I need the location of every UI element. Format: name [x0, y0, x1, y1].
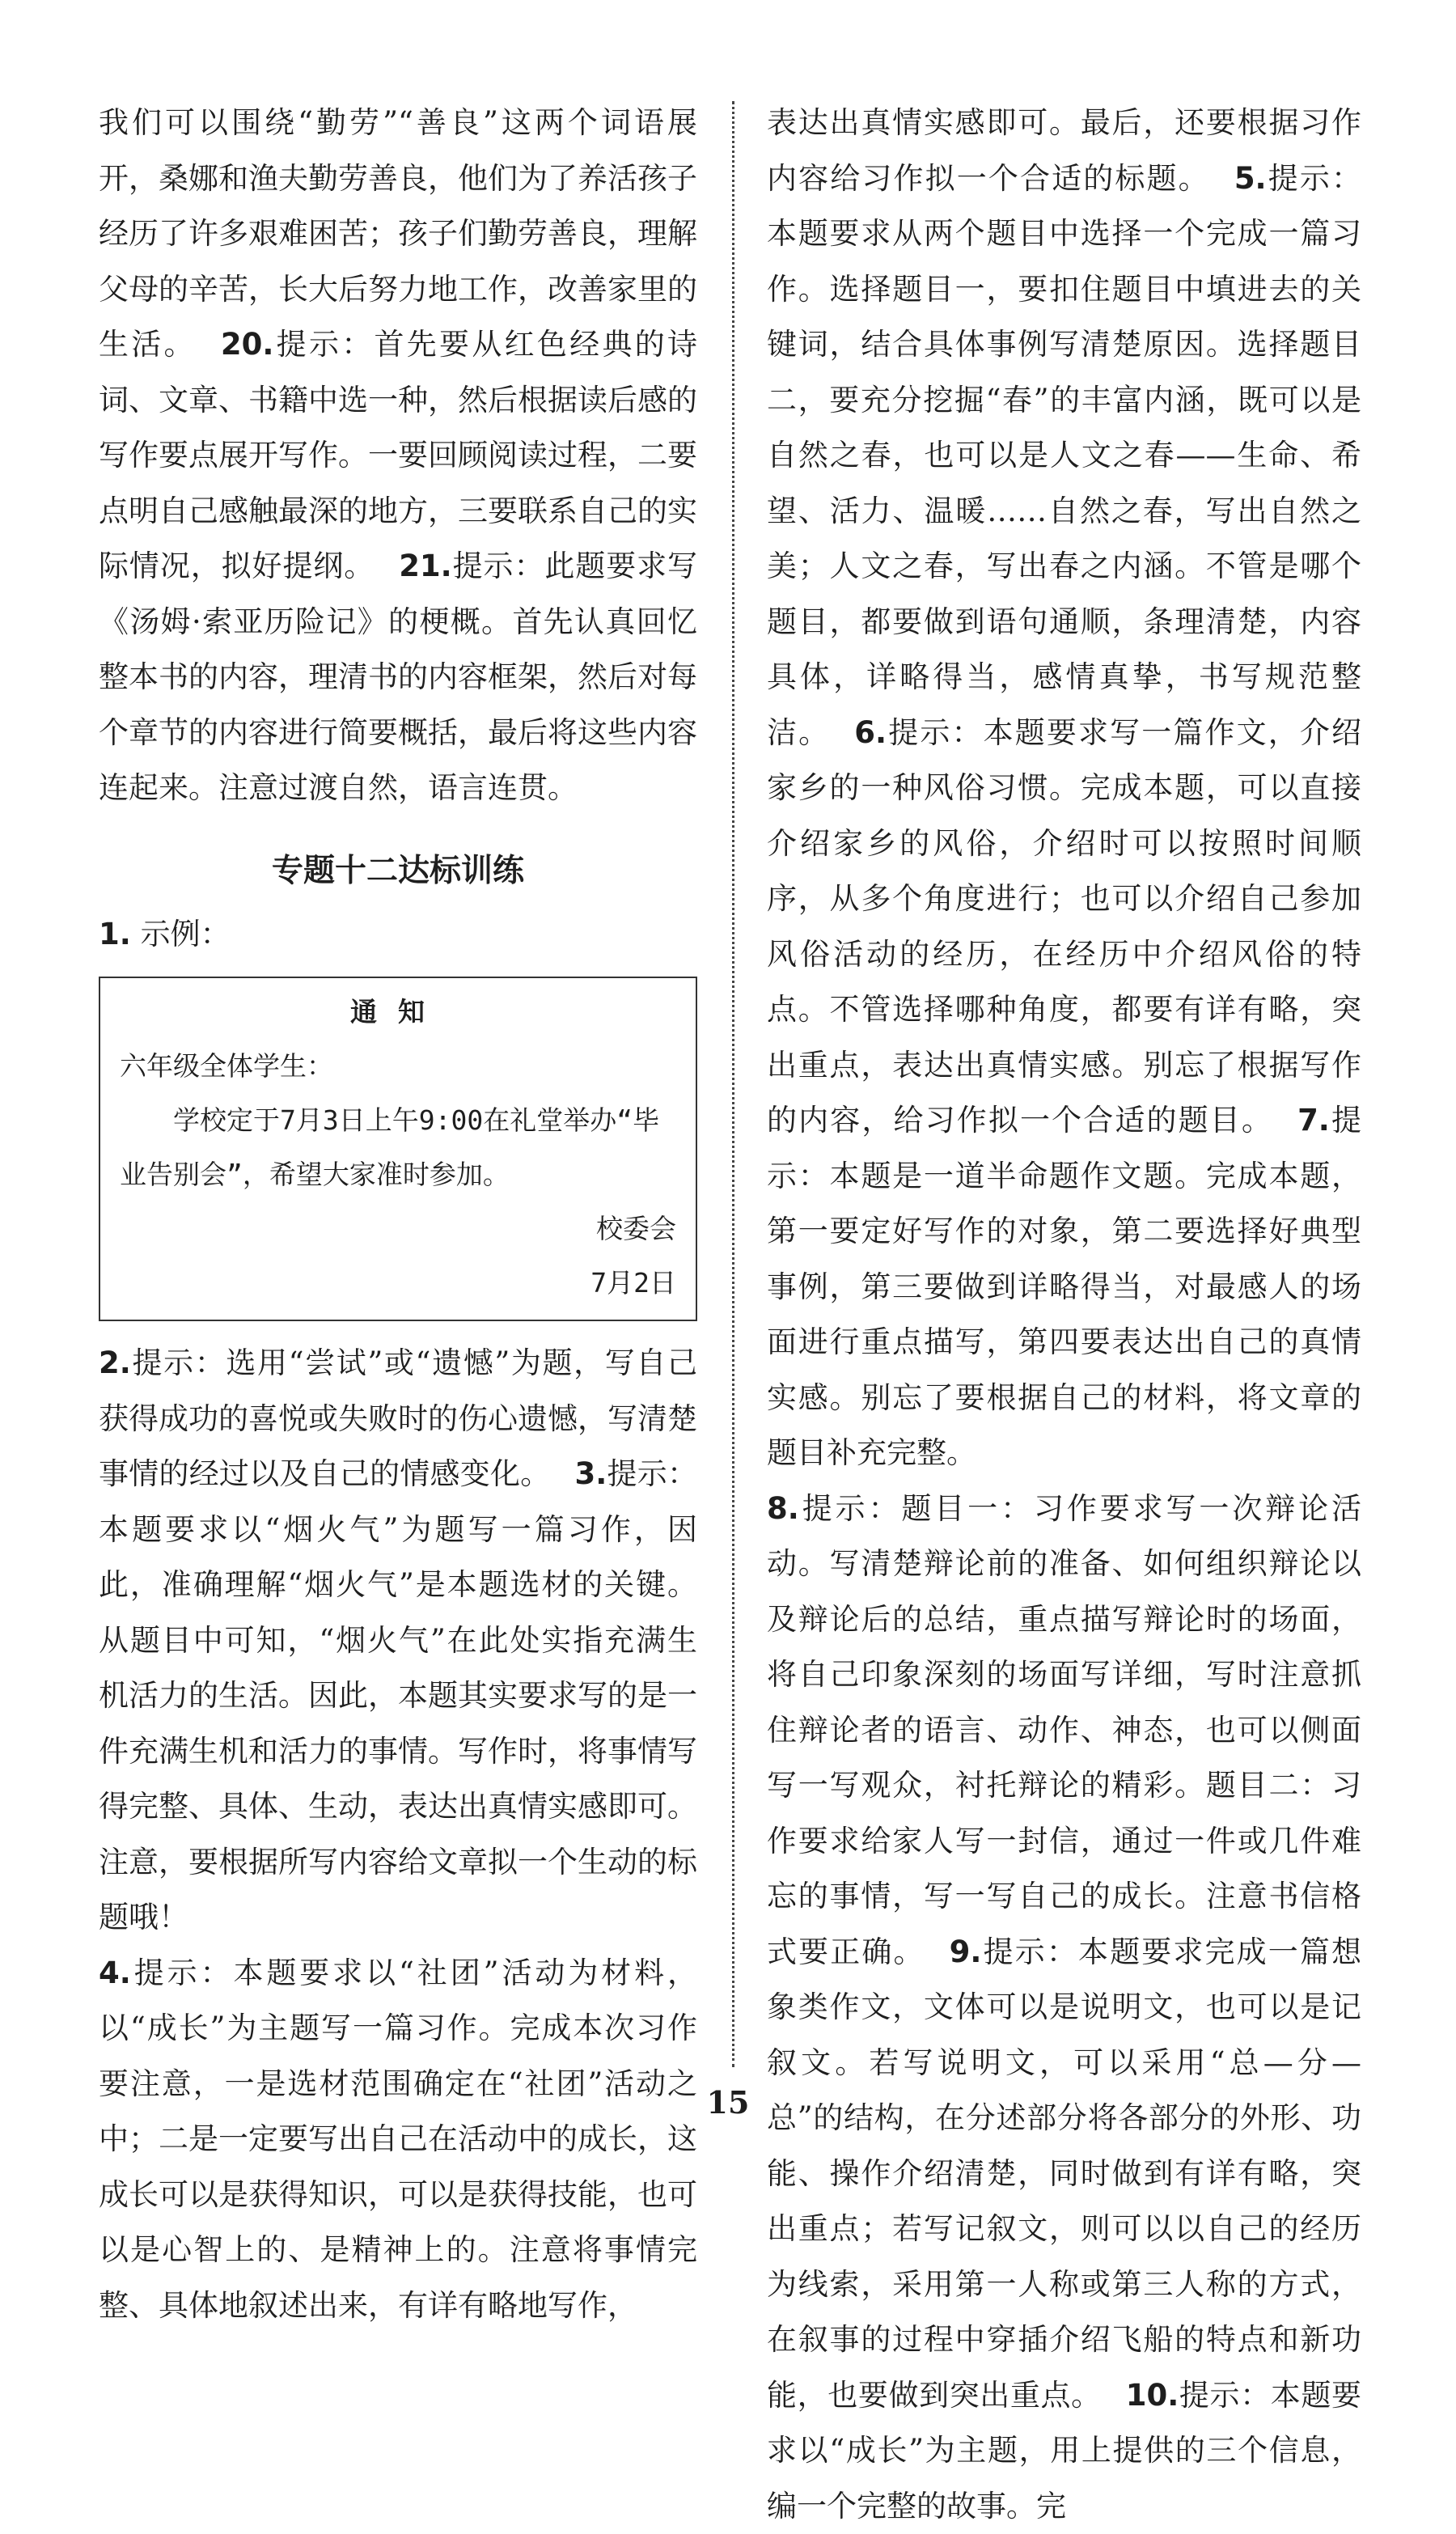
- notice-salutation: 六年级全体学生：: [120, 1039, 676, 1093]
- item-text: 提示：选用“尝试”或“遗憾”为题，写自己获得成功的喜悦或失败时的伤心遗憾，写清楚事情的经过以及自己的情感变化。: [99, 1345, 697, 1491]
- item-number: 10.: [1126, 2378, 1179, 2413]
- paragraph: [767, 1481, 1361, 2534]
- item-text: 提示：题目一：习作要求写一次辩论活动。写清楚辩论前的准备、如何组织辩论以及辩论后的总结，重点描写辩论时的场面，将自己印象深刻的场面写详细，写时注意抓住辩论者的语言、动作、神态，也可以侧面写一写观众，衬托辩论的精彩。题目二：习作要求给家人写一封信，通过一件或几件难忘的事情，写一写自己的成长。注意书信格式要正确。: [767, 1491, 1361, 1969]
- item-number: 3.: [575, 1456, 607, 1491]
- paragraph: [99, 907, 697, 963]
- item-number: 4.: [99, 1956, 131, 1990]
- notice-title: 通知: [120, 985, 676, 1039]
- item-text: 提示：本题要求完成一篇想象类作文，文体可以是说明文，也可以是记叙文。若写说明文，可以采用“总—分—总”的结构，在分述部分将各部分的外形、功能、操作介绍清楚，同时做到有详有略，突出重点；若写记叙文，则可以以自己的经历为线索，采用第一人称或第三人称的方式，在叙事的过程中穿插介绍飞船的特点和新功能，也要做到突出重点。: [767, 1934, 1361, 2413]
- notice-box: [99, 977, 697, 1321]
- left-column: [99, 95, 697, 2333]
- item-text: 提示：此题要求写《汤姆·索亚历险记》的梗概。首先认真回忆整本书的内容，理清书的内容框架，然后对每个章节的内容进行简要概括，最后将这些内容连起来。注意过渡自然，语言连贯。: [99, 549, 697, 805]
- continued-text: 表达出真情实感即可。最后，还要根据习作内容给习作拟一个合适的标题。: [767, 105, 1361, 196]
- page-number: 15: [0, 2084, 1456, 2121]
- item-number: 21.: [399, 549, 452, 583]
- item-number: 5.: [1234, 161, 1267, 196]
- section-title: 专题十二达标训练: [99, 847, 697, 896]
- item-text: 示例：: [141, 917, 231, 951]
- item-number: 2.: [99, 1345, 131, 1380]
- item-number: 6.: [854, 715, 887, 750]
- item-text: 提示：本题要求以“烟火气”为题写一篇习作，因此，准确理解“烟火气”是本题选材的关键。从题目中可知，“烟火气”在此处实指充满生机活力的生活。因此，本题其实要求写的是一件充满生机和活力的事情。写作时，将事情写得完整、具体、生动，表达出真情实感即可。注意，要根据所写内容给文章拟一个生动的标题哦！: [99, 1456, 697, 1934]
- paragraph: [767, 95, 1361, 1481]
- notice-signature: 校委会: [120, 1201, 676, 1256]
- notice-date: 7月2日: [120, 1256, 676, 1310]
- item-text: 提示：本题要求以“成长”为主题，用上提供的三个信息，编一个完整的故事。完: [767, 2378, 1361, 2523]
- paragraph: [99, 1946, 697, 2334]
- column-divider: [732, 101, 734, 2067]
- right-column: [767, 95, 1361, 2534]
- item-number: 1.: [99, 917, 131, 951]
- item-number: 20.: [221, 327, 274, 362]
- item-text: 提示：首先要从红色经典的诗词、文章、书籍中选一种，然后根据读后感的写作要点展开写作。一要回顾阅读过程，二要点明自己感触最深的地方，三要联系自己的实际情况，拟好提纲。: [99, 327, 697, 583]
- paragraph: [99, 1336, 697, 1946]
- notice-body: 学校定于7月3日上午9:00在礼堂举办“毕业告别会”，希望大家准时参加。: [120, 1093, 676, 1201]
- item-number: 7.: [1297, 1103, 1330, 1138]
- item-number: 9.: [950, 1934, 982, 1969]
- item-text: 提示：本题是一道半命题作文题。完成本题，第一要定好写作的对象，第二要选择好典型事例，第三要做到详略得当，对最感人的场面进行重点描写，第四要表达出自己的真情实感。别忘了要根据自己的材料，将文章的题目补充完整。: [767, 1103, 1361, 1470]
- item-text: 提示：本题要求写一篇作文，介绍家乡的一种风俗习惯。完成本题，可以直接介绍家乡的风俗，介绍时可以按照时间顺序，从多个角度进行；也可以介绍自己参加风俗活动的经历，在经历中介绍风俗的特点。不管选择哪种角度，都要有详有略，突出重点，表达出真情实感。别忘了根据写作的内容，给习作拟一个合适的题目。: [767, 715, 1361, 1138]
- item-number: 8.: [767, 1491, 799, 1526]
- item-text: 提示：本题要求从两个题目中选择一个完成一篇习作。选择题目一，要扣住题目中填进去的关键词，结合具体事例写清楚原因。选择题目二，要充分挖掘“春”的丰富内涵，既可以是自然之春，也可以是人文之春——生命、希望、活力、温暖……自然之春，写出自然之美；人文之春，写出春之内涵。不管是哪个题目，都要做到语句通顺，条理清楚，内容具体，详略得当，感情真挚，书写规范整洁。: [767, 161, 1361, 750]
- item-text: 提示：本题要求以“社团”活动为材料，以“成长”为主题写一篇习作。完成本次习作要注意，一是选材范围确定在“社团”活动之中；二是一定要写出自己在活动中的成长，这成长可以是获得知识，可以是获得技能，也可以是心智上的、是精神上的。注意将事情完整、具体地叙述出来，有详有略地写作，: [99, 1956, 697, 2323]
- paragraph: [99, 95, 697, 816]
- continued-text: 我们可以围绕“勤劳”“善良”这两个词语展开，桑娜和渔夫勤劳善良，他们为了养活孩子经历了许多艰难困苦；孩子们勤劳善良，理解父母的辛苦，长大后努力地工作，改善家里的生活。: [99, 105, 697, 362]
